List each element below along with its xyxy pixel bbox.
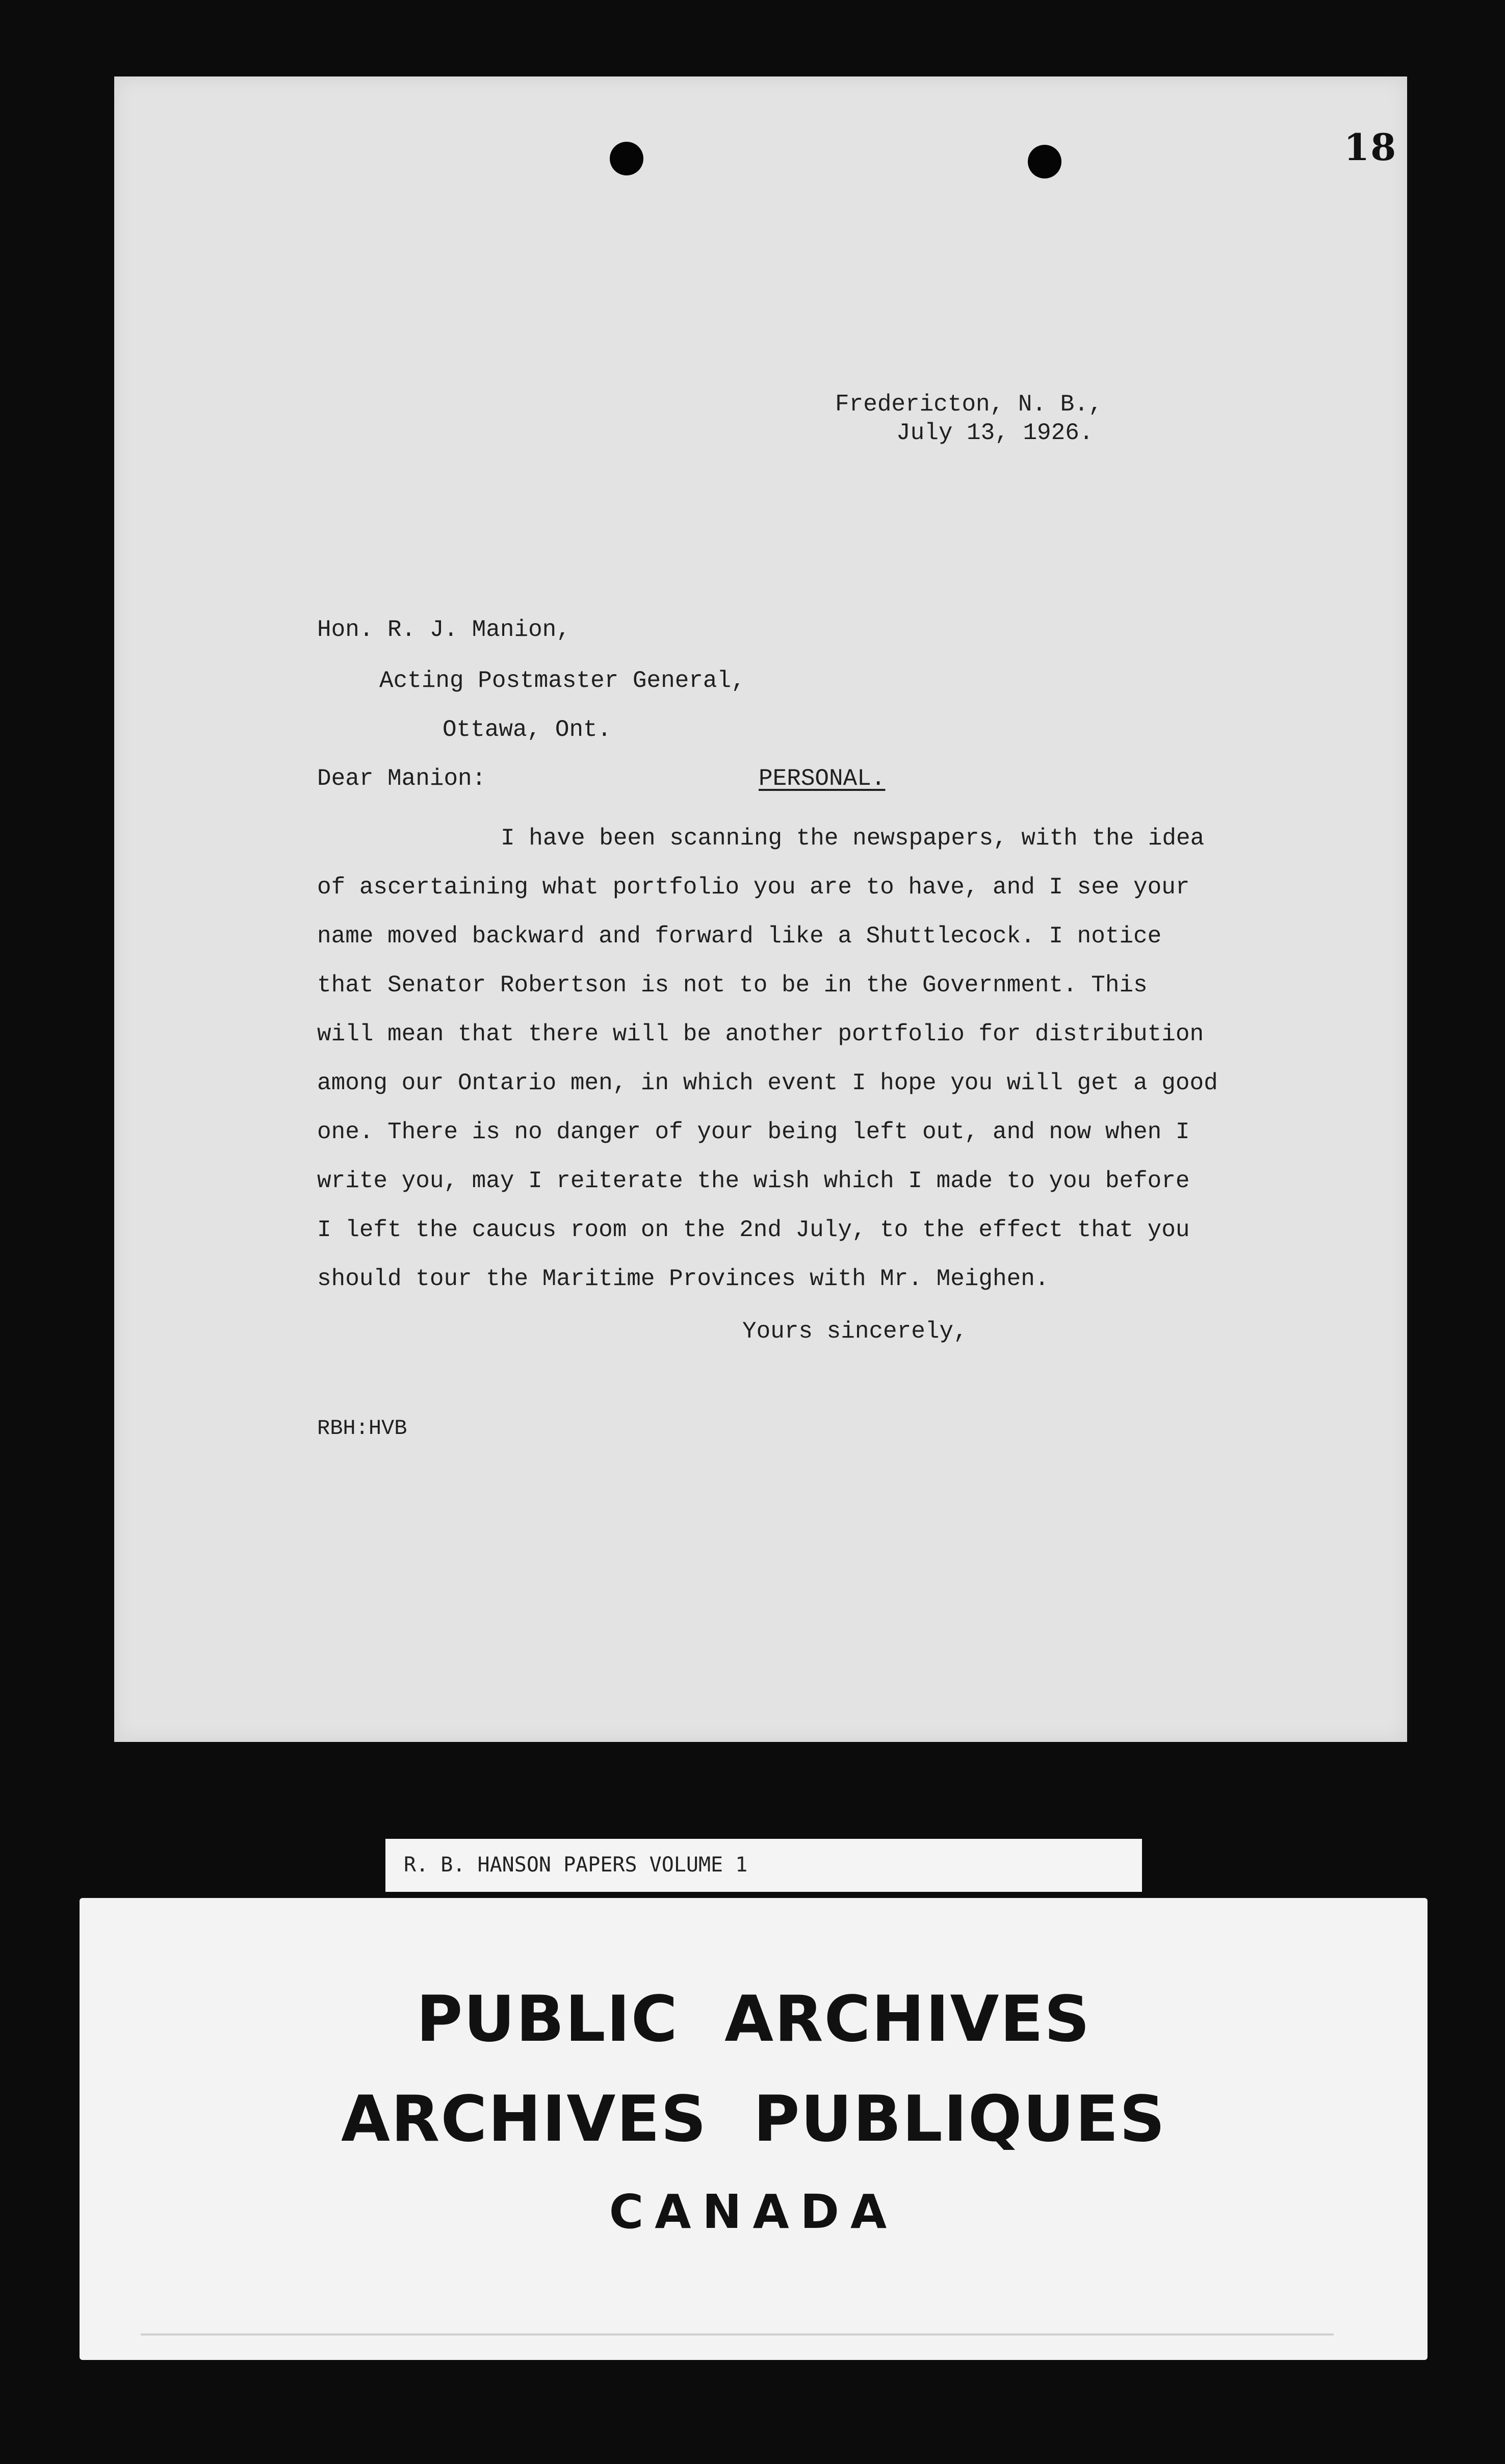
body-line: of ascertaining what portfolio you are to have, and I see your: [317, 874, 1190, 901]
salutation: Dear Manion:: [317, 765, 486, 792]
body-line: will mean that there will be another portfolio for distribution: [317, 1021, 1204, 1047]
archives-title-english: PUBLIC ARCHIVES: [416, 1983, 1091, 2056]
body-line: among our Ontario men, in which event I hope you will get a good: [317, 1070, 1218, 1096]
typist-initials: RBH:HVB: [317, 1416, 407, 1441]
recipient-title: Acting Postmaster General,: [379, 668, 745, 694]
archives-country: CANADA: [609, 2185, 898, 2239]
collection-tab-text: R. B. HANSON PAPERS VOLUME 1: [404, 1853, 748, 1877]
body-line: that Senator Robertson is not to be in the Government. This: [317, 972, 1148, 998]
punch-hole-right: [1028, 145, 1061, 178]
body-line: should tour the Maritime Provinces with Mr. Meighen.: [317, 1266, 1049, 1292]
body-line: I left the caucus room on the 2nd July, to the effect that you: [317, 1217, 1190, 1243]
collection-tab-label: [385, 1839, 1142, 1892]
letter-place: Fredericton, N. B.,: [835, 391, 1103, 418]
letter-date: July 13, 1926.: [896, 420, 1094, 446]
recipient-name: Hon. R. J. Manion,: [317, 617, 570, 643]
letter-page: [114, 76, 1407, 1742]
page-number: 18: [1344, 125, 1397, 169]
archives-card: [80, 1898, 1428, 2360]
recipient-city: Ottawa, Ont.: [443, 716, 612, 743]
archives-title-french: ARCHIVES PUBLIQUES: [341, 2083, 1166, 2156]
letter-closing: Yours sincerely,: [742, 1318, 968, 1345]
body-line: one. There is no danger of your being left out, and now when I: [317, 1119, 1190, 1145]
card-divider: [141, 2333, 1334, 2335]
letter-body: [317, 814, 1316, 1303]
body-line: I have been scanning the newspapers, with the idea: [501, 825, 1205, 852]
personal-marking: PERSONAL.: [759, 765, 886, 792]
body-line: write you, may I reiterate the wish which I made to you before: [317, 1168, 1190, 1194]
body-line: name moved backward and forward like a Shuttlecock. I notice: [317, 923, 1162, 949]
punch-hole-left: [610, 142, 643, 175]
